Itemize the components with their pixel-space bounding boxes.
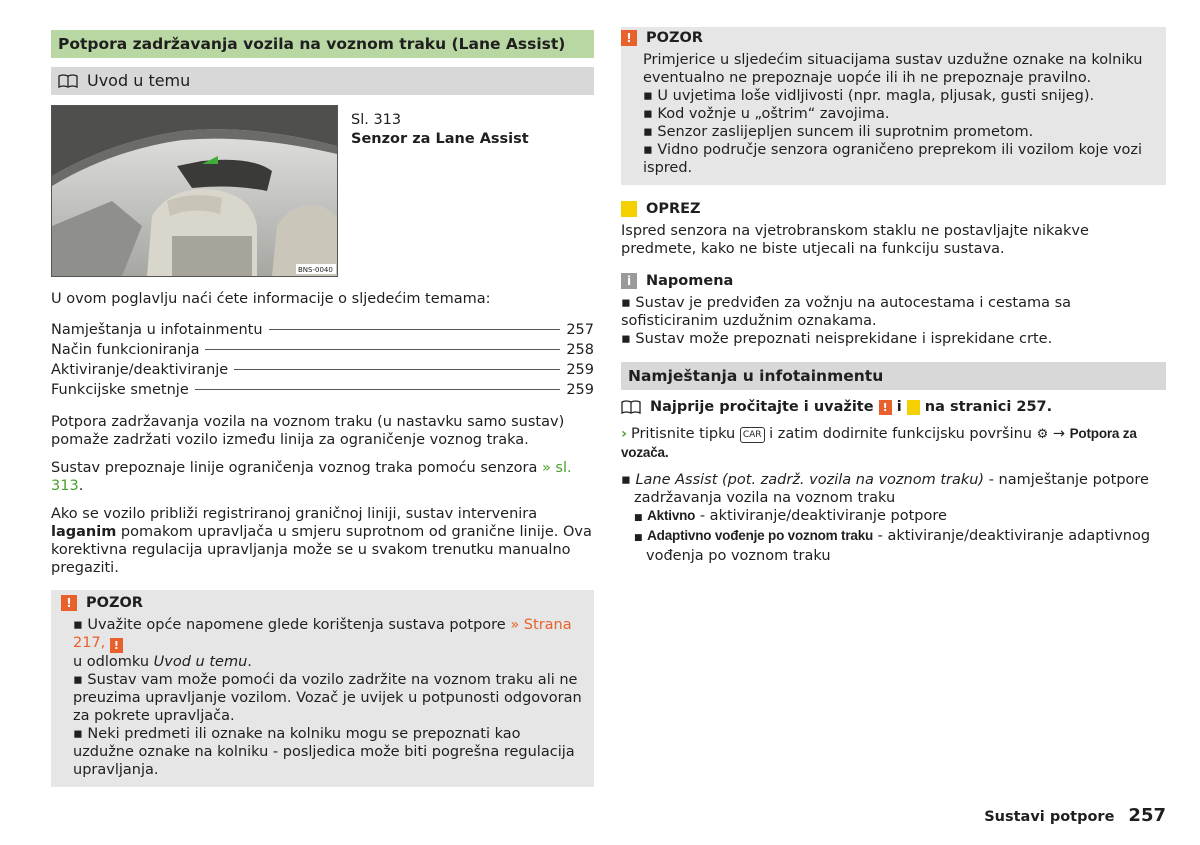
topic-list	[51, 320, 594, 400]
car-button[interactable]: CAR	[740, 427, 765, 443]
adaptive-guidance-option[interactable]: Adaptivno vođenje po voznom traku	[647, 528, 874, 543]
footer-chapter: Sustavi potpore	[984, 809, 1115, 825]
instruction-step	[621, 425, 1166, 462]
warning-item: ▪ Neki predmeti ili oznake na kolniku mogu se prepoznati kao uzdužne oznake na kolniku - posljedica može biti pogrešna regulacija upravljanja.	[73, 726, 575, 778]
topic-label: Funkcijske smetnje	[51, 382, 189, 398]
intro-text: U ovom poglavlju naći ćete informacije o sljedećim temama:	[51, 291, 491, 307]
lane-assist-menu-item[interactable]: Lane Assist (pot. zadrž. vozila na voznom traku)	[635, 472, 985, 488]
note-heading	[621, 272, 1166, 290]
topic-label: Aktiviranje/deaktiviranje	[51, 362, 229, 378]
topic-label: Način funkcioniranja	[51, 342, 200, 358]
warning-text: ▪ Uvažite opće napomene glede korištenja sustava potpore	[73, 617, 511, 633]
topic-row[interactable]	[51, 360, 594, 380]
warning-item: ▪ U uvjetima loše vidljivosti (npr. magla, pljusak, gusti snijeg).	[643, 88, 1095, 104]
figure-caption	[351, 111, 529, 277]
warning-title: POZOR	[86, 595, 143, 611]
intervention-emphasis: laganim	[51, 524, 117, 540]
page-link[interactable]: » Strana 217,	[73, 617, 572, 651]
right-column	[621, 27, 1166, 565]
warning-inline-icon: !	[110, 638, 123, 653]
car-interior-illustration	[52, 106, 337, 276]
topic-row[interactable]	[51, 320, 594, 340]
section-intro-label: Uvod u temu	[87, 71, 191, 90]
caution-heading	[621, 200, 1166, 218]
warning-heading	[61, 594, 584, 612]
warning-italic: Uvod u temu	[153, 654, 248, 670]
settings-gear-icon[interactable]: ⚙	[1036, 427, 1049, 442]
intervention-text: Ako se vozilo približi registriranoj graničnoj liniji, sustav intervenira	[51, 506, 538, 522]
topic-page: 257	[566, 322, 594, 338]
warning-title: POZOR	[646, 30, 703, 46]
book-icon	[58, 74, 78, 88]
sensor-text: Sustav prepoznaje linije ograničenja voznog traka pomoću senzora	[51, 460, 542, 476]
figure-row	[51, 105, 594, 277]
submenu-item: ■ Aktivno - aktiviranje/deaktiviranje potpore	[634, 508, 947, 524]
topic-page: 258	[566, 342, 594, 358]
intervention-text-end: pomakom upravljača u smjeru suprotnom od granične linije. Ova korektivna regulacija upravljanja može se u svakom trenutku manualno pregaziti.	[51, 524, 592, 576]
warning-box	[621, 27, 1166, 185]
figure-title: Senzor za Lane Assist	[351, 131, 529, 147]
page-footer	[984, 805, 1166, 826]
caution-text: Ispred senzora na vjetrobranskom staklu ne postavljajte nikakve predmete, kako ne biste utjecali na funkciju sustava.	[621, 223, 1089, 257]
warning-inline-icon: !	[879, 400, 892, 415]
read-first-page: na stranici 257.	[924, 399, 1053, 415]
note-item: ▪ Sustav može prepoznati neisprekidane i isprekidane crte.	[621, 331, 1053, 347]
description-paragraph: Potpora zadržavanja vozila na voznom traku (u nastavku samo sustav) pomaže zadržati vozilo između linija za ograničenje voznog traka.	[51, 414, 565, 448]
warning-item: ▪ Senzor zaslijepljen suncem ili suprotnim prometom.	[643, 124, 1034, 140]
warning-icon: !	[61, 595, 77, 611]
section-intro-heading	[51, 67, 594, 95]
warning-item: ▪ Kod vožnje u „oštrim“ zavojima.	[643, 106, 890, 122]
note-box	[621, 272, 1166, 348]
warning-icon: !	[621, 30, 637, 46]
step-text: Pritisnite tipku	[630, 426, 736, 442]
warning-text-2: u odlomku	[73, 654, 154, 670]
active-option-description: - aktiviranje/deaktiviranje potpore	[695, 508, 947, 524]
warning-intro: Primjerice u sljedećim situacijama sustav uzdužne oznake na kolniku eventualno ne prepoznaje uopće ili ih ne prepoznaje pravilno.	[643, 52, 1143, 86]
menu-path-arrow: →	[1052, 426, 1066, 442]
active-option[interactable]: Aktivno	[647, 508, 696, 523]
step-arrow-icon: ›	[621, 426, 627, 442]
chapter-title: Potpora zadržavanja vozila na voznom traku (Lane Assist)	[51, 30, 594, 58]
warning-heading	[621, 29, 1156, 47]
note-title: Napomena	[646, 273, 734, 289]
figure-number: Sl. 313	[351, 112, 402, 128]
figure-code: BNS-0040	[298, 266, 333, 274]
topic-row[interactable]	[51, 340, 594, 360]
topic-page: 259	[566, 362, 594, 378]
warning-item	[73, 616, 584, 671]
caution-icon: !	[621, 201, 637, 217]
warning-box	[51, 590, 594, 787]
caution-title: OPREZ	[646, 201, 701, 217]
submenu-item: ■ Adaptivno vođenje po voznom traku - aktiviranje/deaktiviranje adaptivnog vođenja po voznom traku	[634, 528, 1151, 564]
book-icon	[621, 400, 641, 414]
note-item: ▪ Sustav je predviđen za vožnju na autocestama i cestama sa sofisticiranim uzdužnim oznakama.	[621, 295, 1072, 329]
topic-page: 259	[566, 382, 594, 398]
warning-item: ▪ Vidno područje senzora ograničeno preprekom ili vozilom koje vozi ispred.	[643, 142, 1143, 176]
caution-box	[621, 200, 1166, 258]
topic-row[interactable]	[51, 380, 594, 400]
sensor-paragraph	[51, 459, 594, 495]
read-first-and: i	[896, 399, 902, 415]
intervention-paragraph	[51, 505, 594, 577]
left-column	[51, 30, 594, 787]
sensor-figure	[51, 105, 338, 277]
info-icon: i	[621, 273, 637, 289]
figure-link[interactable]: » sl. 313	[51, 460, 572, 494]
read-first-line	[621, 398, 1166, 416]
step-text-2: i zatim dodirnite funkcijsku površinu	[769, 426, 1032, 442]
warning-text-3: .	[247, 654, 252, 670]
sensor-text-end: .	[78, 478, 84, 494]
section-heading: Namještanja u infotainmentu	[621, 362, 1166, 390]
lane-assist-description: - namještanje potpore zadržavanja vozila na voznom traku	[634, 472, 1149, 506]
page-number: 257	[1128, 805, 1166, 826]
menu-item-description: ▪ Lane Assist (pot. zadrž. vozila na voznom traku) - namještanje potpore zadržavanja vozila na voznom traku	[621, 472, 1149, 506]
caution-inline-icon: !	[907, 400, 920, 415]
topic-label: Namještanja u infotainmentu	[51, 322, 263, 338]
warning-item: ▪ Sustav vam može pomoći da vozilo zadržite na voznom traku ali ne preuzima upravljanje vozilom. Vozač je uvijek u potpunosti odgovoran za pokrete upravljača.	[73, 672, 582, 724]
read-first-text: Najprije pročitajte i uvažite	[650, 399, 874, 415]
driver-assist-menu-item[interactable]: Potpora za vozača.	[621, 426, 1137, 460]
adaptive-guidance-description: - aktiviranje/deaktiviranje adaptivnog vođenja po voznom traku	[646, 528, 1151, 564]
